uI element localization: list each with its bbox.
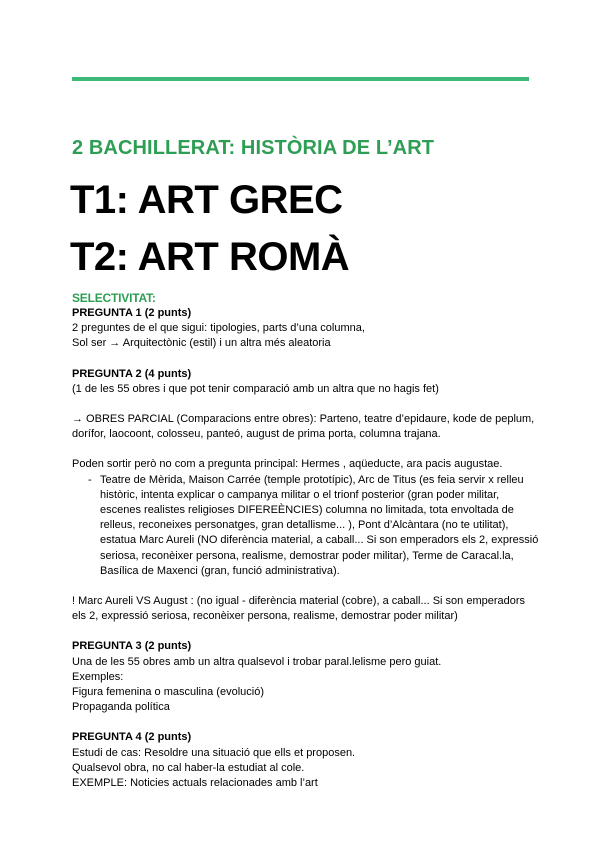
- question-2-heading: PREGUNTA 2 (4 punts): [72, 367, 192, 380]
- q3-line-3: Figura femenina o masculina (evolució): [72, 686, 264, 699]
- q3-line-4: Propaganda política: [72, 701, 170, 714]
- q2-bullet-text: Teatre de Mèrida, Maison Carrée (temple prototípic), Arc de Titus (es feia servir x relleu històric, intenta explicar o campanya militar o el trionf posterior (gran poder militar, escenes realistes religioses DIFEREÈNCIES) columna no limitada, tota envoltada de relleus, reconeixes personatges, gran detallisme... ), Pont d’Alcàntara (no te utilitat), estatua Marc Aureli (NO diferència material, a caball... Si son emperadors els 2, expressió seriosa, reconèixer persona, realisme, demostrar poder militar), Terme de Caracal.la, Basílica de Maxenci (gran, funció administrativa).: [100, 473, 539, 577]
- title-t2: T2: ART ROMÀ: [70, 235, 350, 279]
- section-heading: SELECTIVITAT:: [72, 291, 156, 305]
- q2-line-1: (1 de les 55 obres i que pot tenir comparació amb un altra que no hagis fet): [72, 382, 439, 395]
- header-rule: [72, 77, 529, 81]
- document-body: [72, 291, 542, 791]
- bullet-marker: -: [88, 473, 92, 486]
- title-t1: T1: ART GREC: [70, 178, 343, 222]
- q2-obres-parcial: → OBRES PARCIAL (Comparacions entre obres): Parteno, teatre d’epidaure, kode de peplum, dorífor, laocoont, colosseu, panteó, august de prima porta, columna trajana.: [72, 413, 535, 441]
- question-4-heading: PREGUNTA 4 (2 punts): [72, 731, 192, 744]
- q3-line-1: Una de les 55 obres amb un altra qualsevol i trobar paral.lelisme pero guiat.: [72, 655, 442, 668]
- course-subtitle: 2 BACHILLERAT: HISTÒRIA DE L’ART: [72, 137, 435, 159]
- q4-line-1: Estudi de cas: Resoldre una situació que ells et proposen.: [72, 746, 356, 759]
- q1-line-2: Sol ser → Arquitectònic (estil) i un altra més aleatoria: [72, 337, 331, 350]
- q2-poden-sortir: Poden sortir però no com a pregunta principal: Hermes , aqüeducte, ara pacis augustae.: [72, 458, 503, 471]
- question-3-heading: PREGUNTA 3 (2 punts): [72, 640, 192, 653]
- list-item: [72, 473, 542, 579]
- q2-marc-aureli-note: ! Marc Aureli VS August : (no igual - diferència material (cobre), a caball... Si son emperadors els 2, expressió seriosa, reconèixer persona, realisme, demostrar poder militar): [72, 595, 526, 623]
- q4-line-2: Qualsevol obra, no cal haber-la estudiat al cole.: [72, 761, 305, 774]
- q4-line-3: EXEMPLE: Noticies actuals relacionades amb l’art: [72, 777, 318, 790]
- q1-line-1: 2 preguntes de el que sigui: tipologies, parts d’una columna,: [72, 322, 365, 335]
- question-1-heading: PREGUNTA 1 (2 punts): [72, 307, 192, 319]
- q3-line-2: Exemples:: [72, 670, 124, 683]
